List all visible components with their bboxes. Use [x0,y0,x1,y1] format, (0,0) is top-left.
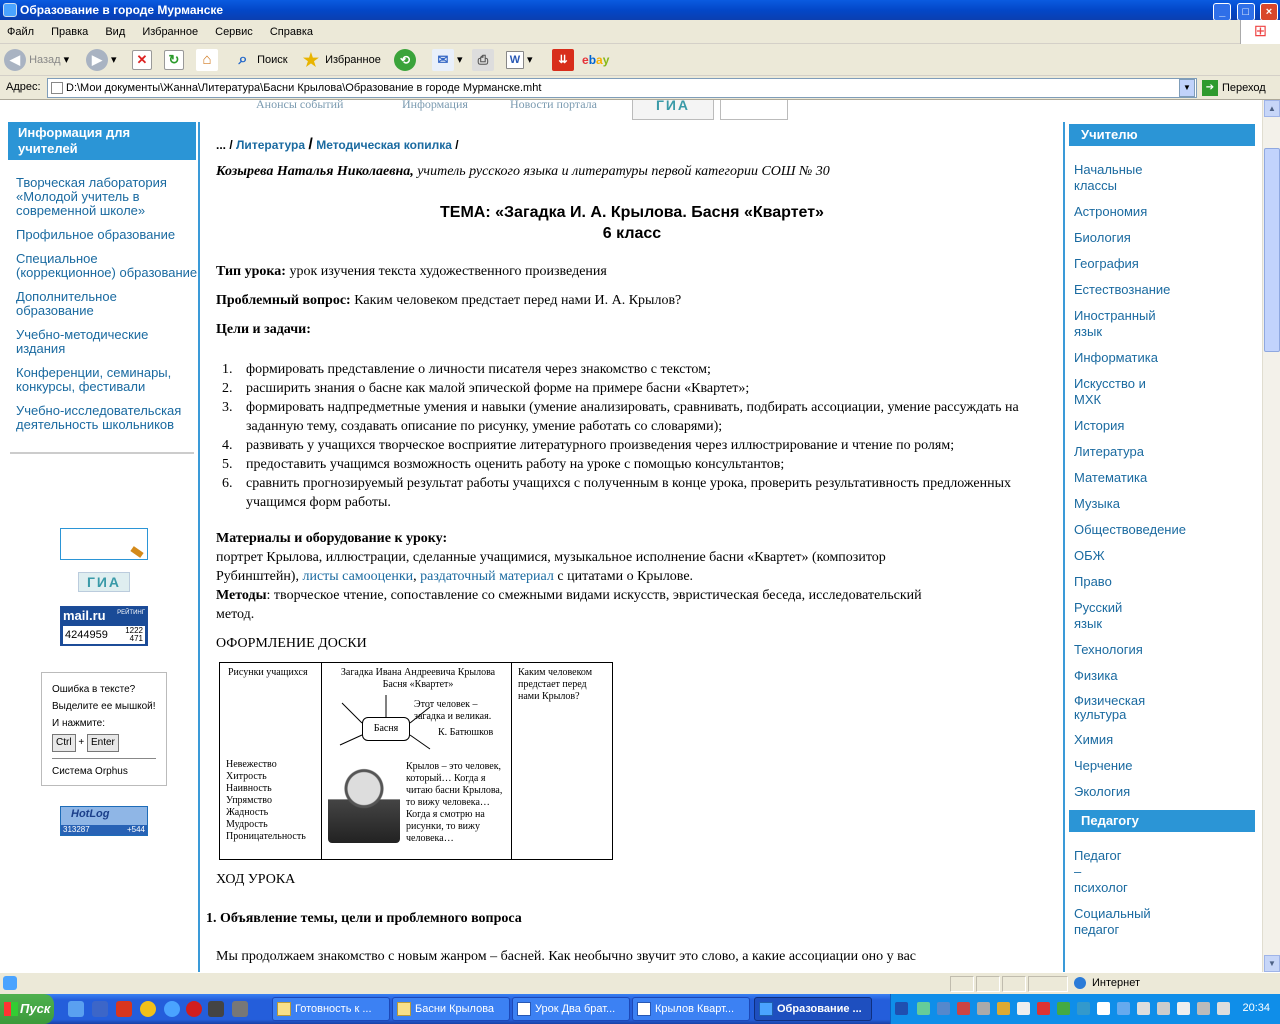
edit-word-button[interactable]: W ▾ [506,48,533,72]
menu-help[interactable]: Справка [269,26,314,38]
stop-button[interactable] [132,48,152,72]
tray-icon[interactable] [1057,1002,1070,1015]
list-item: 1. формировать представление о личности писателя через знакомство с текстом; [222,362,711,377]
menu-bar [0,20,1280,44]
tray-icon[interactable] [977,1002,990,1015]
tab-information[interactable]: Информация [402,100,468,111]
mail-icon: ✉ [432,49,454,71]
history-button[interactable] [394,48,416,72]
address-bar [0,76,1280,100]
ebay-icon: e [582,53,589,67]
scroll-thumb[interactable] [1264,148,1280,352]
pencil-banner[interactable] [60,528,148,560]
subject-link[interactable]: Русский язык [1074,600,1123,631]
subject-link[interactable]: Литература [1074,444,1144,459]
home-icon: ⌂ [196,49,218,71]
subject-link[interactable]: Естествознание [1074,282,1171,297]
left-divider [10,452,194,454]
gia-tab[interactable]: ГИА [632,100,714,120]
breadcrumb: ... / Литература / Методическая копилка / [216,136,459,153]
orphus-link[interactable]: Система Orphus [52,766,128,777]
ie-icon [759,1002,773,1016]
page-icon [51,82,63,94]
list-item: 4. развивать у учащихся творческое восприятие литературного произведения через иллюстрирование и чтение по ролям; [222,438,955,453]
tray-icon[interactable] [917,1002,930,1015]
subject-link[interactable]: Технология [1074,642,1143,657]
home-button[interactable] [196,48,218,72]
pencil-icon [130,546,143,558]
subject-link[interactable]: Музыка [1074,496,1120,511]
pedagog-link[interactable]: Педагог – психолог [1074,848,1128,895]
subject-link[interactable]: Химия [1074,732,1114,747]
teacher-header: Учителю [1069,124,1255,146]
subject-link[interactable]: Черчение [1074,758,1133,773]
krylov-portrait [328,763,400,843]
tray-icon[interactable] [1197,1002,1210,1015]
methods-text-2: метод. [216,607,255,622]
address-label: Адрес: [6,81,41,93]
left-sidebar [6,122,200,972]
folder-icon [277,1002,291,1016]
search-button[interactable]: ⌕ Поиск [232,48,288,72]
window-title: Образование в городе Мурманске [20,3,224,17]
problem-question: Проблемный вопрос: Каким человеком предстает перед нами И. А. Крылов? [216,293,682,308]
hotlog-counter[interactable]: HotLog 313287 +544 [60,806,148,836]
subject-link[interactable]: Обществоведение [1074,522,1186,537]
tray-icon[interactable] [1097,1002,1110,1015]
go-button[interactable]: ➔ Переход [1202,79,1266,97]
menu-tools[interactable]: Сервис [215,26,253,38]
history-icon: ⟲ [394,49,416,71]
status-bar [0,972,1280,994]
course-heading: ХОД УРОКА [216,872,296,887]
lesson-type: Тип урока: урок изучения текста художественного произведения [216,264,607,279]
ebay-button[interactable]: ebay [582,53,610,67]
tray-icon[interactable] [1117,1002,1130,1015]
ctrl-key: Ctrl [52,734,76,752]
left-link-profile[interactable]: Профильное образование [16,227,176,242]
right-sidebar [1063,122,1259,972]
menu-edit[interactable]: Правка [51,26,89,38]
word-icon: W [506,51,524,69]
word-doc-icon [637,1002,651,1016]
subject-link[interactable]: Искусство и МХК [1074,376,1146,407]
list-item: 3. формировать надпредметные умения и навыки (умение анализировать, сравнивать, подбирать ассоциации, умение рассуждать на заданную тему, создавать описание по рисунку, умение работать со словарями); [222,400,1019,434]
subject-link[interactable]: ОБЖ [1074,548,1105,563]
left-link-publications[interactable]: Учебно-методические издания [16,327,149,356]
security-zone: Интернет [1074,977,1140,989]
maximize-button[interactable]: □ [1237,3,1255,21]
tray-icon[interactable] [1037,1002,1050,1015]
board-layout-image [219,662,613,860]
search-icon: ⌕ [238,51,248,69]
board-heading: ОФОРМЛЕНИЕ ДОСКИ [216,636,367,651]
subject-link[interactable]: Иностранный язык [1074,308,1156,339]
board-column-drawings: Рисунки учащихся Невежество Хитрость Наивность Упрямство Жадность Мудрость Проницательность [220,663,322,859]
enter-key: Enter [87,734,119,752]
subject-link[interactable]: Физика [1074,668,1118,683]
left-link-research[interactable]: Учебно-исследовательская деятельность школьников [16,403,182,432]
quicklaunch-ie2-icon[interactable] [164,1001,180,1017]
gia-logo[interactable]: ГИА [78,572,130,592]
materials-text-1: портрет Крылова, иллюстрации, сделанные учащимися, музыкальное исполнение басни «Квартет» (композитор [216,550,886,565]
left-link-conferences[interactable]: Конференции, семинары, конкурсы, фестивали [16,365,172,394]
quicklaunch-download-icon[interactable] [116,1001,132,1017]
favorites-button[interactable]: ★ Избранное [300,48,381,72]
scroll-down-button[interactable]: ▼ [1264,955,1280,972]
scroll-up-button[interactable]: ▲ [1264,100,1280,117]
tray-icon[interactable] [937,1002,950,1015]
language-indicator[interactable] [895,1002,908,1015]
task-lesson[interactable]: Урок Два брат... [512,997,630,1021]
goals-heading: Цели и задачи: [216,322,311,337]
download-icon: ⇊ [552,49,574,71]
materials-heading: Материалы и оборудование к уроку: [216,531,448,546]
self-assessment-link[interactable]: листы самооценки [302,569,414,584]
left-link-special[interactable]: Специальное (коррекционное) образование [16,251,198,280]
stop-icon: ✕ [132,50,152,70]
volume-icon[interactable] [1217,1002,1230,1015]
mailru-rating-counter[interactable]: mail.ru РЕЙТИНГ 4244959 1222 471 [60,606,148,646]
subject-link[interactable]: История [1074,418,1125,433]
materials-text-2: Рубинштейн), листы самооценки, раздаточный материал с цитатами о Крылове. [216,569,694,584]
subjects-list [1065,146,1259,800]
quicklaunch-chrome-icon[interactable] [140,1001,156,1017]
goals-list [216,360,1061,512]
back-arrow-icon: ◀ [4,49,26,71]
word-doc-icon [517,1002,531,1016]
site-top-nav [200,100,800,122]
list-item: 5. предоставить учащимся возможность оценить работу на уроке с помощью консультантов; [222,457,785,472]
subject-link[interactable]: Астрономия [1074,204,1148,219]
crumb-method-collection[interactable]: Методическая копилка [316,138,452,152]
subject-link[interactable]: География [1074,256,1139,271]
tray-icon[interactable] [957,1002,970,1015]
forward-button[interactable]: ▶ ▾ [86,48,117,72]
pedagog-header: Педагогу [1069,810,1255,832]
system-tray [890,994,1280,1024]
quicklaunch-desktop-icon[interactable] [92,1001,108,1017]
task-fables[interactable]: Басни Крылова [392,997,510,1021]
tray-icon[interactable] [997,1002,1010,1015]
pedagog-link[interactable]: Социальный педагог [1074,906,1151,937]
subject-link[interactable]: Право [1074,574,1112,589]
quicklaunch-ie-icon[interactable] [68,1001,84,1017]
subject-link[interactable]: Биология [1074,230,1131,245]
left-link-lab[interactable]: Творческая лаборатория «Молодой учитель в современной школе» [16,175,167,218]
author-line: Козырева Наталья Николаевна, учитель русского языка и литературы первой категории СОШ № 30 [216,164,830,179]
top-pencil-banner[interactable] [720,100,788,120]
windows-logo-icon: ⊞ [1240,20,1280,44]
ie-icon [3,3,17,17]
clock: 20:34 [1242,1002,1270,1014]
subject-link[interactable]: Физическая культура [1074,693,1146,722]
refresh-icon: ↻ [164,50,184,70]
tray-icon[interactable] [1177,1002,1190,1015]
vertical-scrollbar[interactable] [1262,100,1280,972]
tray-icon[interactable] [1017,1002,1030,1015]
tray-icon[interactable] [1137,1002,1150,1015]
subject-link[interactable]: Экология [1074,784,1131,799]
tab-portal-news[interactable]: Новости портала [510,100,597,111]
printer-icon: ⎙ [472,49,494,71]
tray-icon[interactable] [1157,1002,1170,1015]
start-button[interactable]: Пуск [0,994,54,1024]
menu-view[interactable]: Вид [105,26,126,38]
page-viewport [0,100,1262,972]
board-column-riddle: Загадка Ивана Андреевича Крылова Басня «Квартет» Басня Этот человек – загадка и великая. К. Батюшков Крылов – это человек, который… Когда я читаю басни Крылова, то вижу человека… Когда я смотрю на рисунки, то вижу человека… [322,663,512,859]
address-input[interactable]: D:\Мои документы\Жанна\Литература\Басни Крылова\Образование в городе Мурманске.mht [47,78,1197,98]
mail-button[interactable]: ✉ ▾ [432,48,463,72]
taskbar [0,994,1280,1024]
download-button[interactable] [552,48,574,72]
pedagog-list [1065,832,1259,938]
close-button[interactable]: × [1260,3,1278,21]
quicklaunch-opera-icon[interactable] [186,1001,202,1017]
task-education[interactable]: Образование ... [754,997,872,1021]
crumb-literature[interactable]: Литература [236,138,306,152]
menu-file[interactable]: Файл [7,26,35,38]
minimize-button[interactable]: _ [1213,3,1231,21]
forward-arrow-icon: ▶ [86,49,108,71]
left-link-additional[interactable]: Дополнительное образование [16,289,117,318]
subject-link[interactable]: Информатика [1074,350,1158,365]
refresh-button[interactable] [164,48,184,72]
tab-announcements[interactable]: Анонсы событий [256,100,344,111]
list-item: 6. сравнить прогнозируемый результат работы учащихся с полученным в конце урока, проверить результативность предложенных учащимся форм работы. [222,476,1012,510]
quicklaunch-misc-icon[interactable] [232,1001,248,1017]
star-icon: ★ [302,50,320,71]
quicklaunch-media-icon[interactable] [208,1001,224,1017]
folder-icon [397,1002,411,1016]
section-heading: 1. Объявление темы, цели и проблемного вопроса [206,911,522,926]
board-column-question: Каким человеком предстает перед нами Крылов? [518,667,593,702]
windows-flag-icon [4,1002,18,1016]
orphus-widget: Ошибка в тексте? Выделите ее мышкой! И нажмите: Ctrl + Enter Система Orphus [41,672,167,786]
list-item: 2. расширить знания о басне как малой эпической форме на примере басни «Квартет»; [222,381,750,396]
methods-text-1: Методы: творческое чтение, сопоставление со смежными видами искусств, эвристическая беседа, исследовательский [216,588,922,603]
task-krylov[interactable]: Крылов Кварт... [632,997,750,1021]
subject-link[interactable]: Математика [1074,470,1148,485]
intro-paragraph: Мы продолжаем знакомство с новым жанром – басней. Как необычно звучит это слово, а какие ассоциации оно у вас [216,949,916,964]
basnya-box: Басня [362,717,410,741]
left-sidebar-header: Информация для учителей [8,122,196,160]
go-arrow-icon: ➔ [1202,80,1218,96]
tray-icon[interactable] [1077,1002,1090,1015]
subject-link[interactable]: Начальные классы [1074,162,1143,193]
toolbar [0,44,1280,76]
task-readiness[interactable]: Готовность к ... [272,997,390,1021]
qualities-list: Невежество Хитрость Наивность Упрямство Жадность Мудрость Проницательность [226,759,306,842]
popup-blocked-icon [1028,976,1068,992]
ie-status-icon [3,976,17,990]
lesson-topic: ТЕМА: «Загадка И. А. Крылова. Басня «Квартет» 6 класс [440,204,824,242]
handout-link[interactable]: раздаточный материал [420,569,554,584]
print-button[interactable] [472,48,494,72]
address-dropdown-button[interactable]: ▼ [1179,79,1195,97]
menu-favorites[interactable]: Избранное [142,26,199,38]
globe-icon [1074,977,1086,989]
back-button[interactable]: ◀ Назад ▾ [4,48,69,72]
window-titlebar [0,0,1280,20]
